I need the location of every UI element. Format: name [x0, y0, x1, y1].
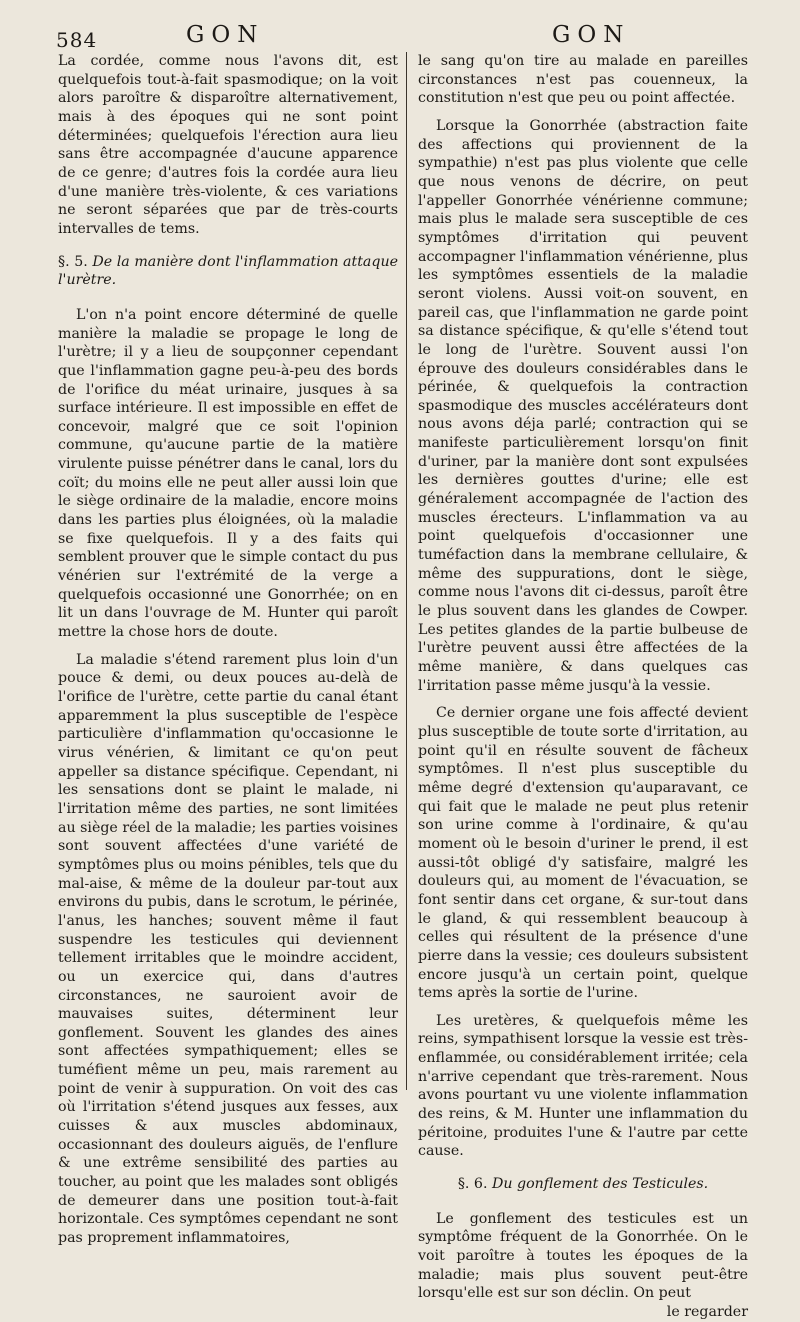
paragraph: Ce dernier organe une fois affecté devient plus susceptible de toute sorte d'irritation, au point qu'il en résulte souvent de fâcheux symptômes. Il n'est plus susceptible du même degré d'extension qu'auparavant, ce qui fait que le malade ne peut plus retenir son urine comme à l'ordinaire, & qu'au moment où le besoin d'uriner le prend, il est aussi-tôt obligé d'y satisfaire, malgré les douleurs qui, au moment de l'évacuation, se font sentir dans cet organe, & sur-tout dans le gland, & qui ressemblent beaucoup à celles qui résultent de la présence d'une pierre dans la vessie; ces douleurs subsistent encore jusqu'à un certain point, quelque tems après la sortie de l'urine.: [418, 705, 748, 1002]
right-column: [418, 52, 748, 1322]
paragraph: le sang qu'on tire au malade en pareilles circonstances n'est pas couenneux, la constitution n'est que peu ou point affectée.: [418, 53, 748, 107]
paragraph: Lorsque la Gonorrhée (abstraction faite des affections qui proviennent de la sympathie) n'est pas plus violente que celle que nous venons de décrire, on peut l'appeller Gonorrhée vénérienne commune; mais plus le malade sera susceptible de ces symptômes d'irritation qui peuvent accompagner l'inflammation vénérienne, plus les symptômes essentiels de la maladie seront violens. Aussi voit-on souvent, en pareil cas, que l'inflammation ne garde point sa distance spécifique, & qu'elle s'étend tout le long de l'urètre. Souvent aussi l'on éprouve des douleurs considérables dans le périnée, & quelquefois la contraction spasmodique des muscles accélérateurs dont nous avons déja parlé; contraction qui se manifeste particulièrement lorsqu'on finit d'uriner, par la manière dont sont expulsées les dernières gouttes d'urine; elle est généralement accompagnée de l'action des muscles érecteurs. L'inflammation va au point quelquefois d'occasionner une tuméfaction dans la membrane cellulaire, & même des suppurations, dont le siège, comme nous l'avons dit ci-dessus, paroît être le plus souvent dans les glandes de Cowper. Les petites glandes de la partie bulbeuse de l'urètre peuvent aussi être affectées de la même manière, & dans quelques cas l'irritation passe même jusqu'à la vessie.: [418, 117, 748, 694]
section-number: §. 5.: [58, 253, 88, 270]
section-title: Du gonflement des Testicules.: [491, 1176, 709, 1193]
section-title: De la manière dont l'inflammation attaque l'urètre.: [58, 253, 398, 289]
running-head-right: GON: [552, 22, 631, 48]
paragraph: Les uretères, & quelquefois même les reins, sympathisent lorsque la vessie est très-enflammée, ou considérablement irritée; cela n'arrive cependant que très-rarement. Nous avons pourtant vu une violente inflammation des reins, & M. Hunter une inflammation du péritoine, produites l'une & l'autre par cette cause.: [418, 1012, 748, 1160]
paragraph: La maladie s'étend rarement plus loin d'un pouce & demi, ou deux pouces au-delà de l'orifice de l'urètre, cette partie du canal étant apparemment la plus susceptible de l'espèce particulière d'inflammation qu'occasionne le virus vénérien, & limitant ce qu'on peut appeller sa distance spécifique. Cependant, ni les sensations dont se plaint le malade, ni l'irritation même des parties, ne sont limitées au siège réel de la maladie; les parties voisines sont souvent affectées d'une variété de symptômes plus ou moins pénibles, tels que du mal-aise, & même de la douleur par-tout aux environs du pubis, dans le scrotum, le périnée, l'anus, les hanches; souvent même il faut suspendre les testicules qui deviennent tellement irritables que le moindre accident, ou un exercice qui, dans d'autres circonstances, ne sauroient avoir de mauvaises suites, déterminent leur gonflement. Souvent les glandes des aines sont affectées sympathiquement; elles se tuméfient même un peu, mais rarement au point de venir à suppuration. On voit des cas où l'irritation s'étend jusques aux fesses, aux cuisses & aux muscles abdominaux, occasionnant des douleurs aiguës, de l'enflure & une extrême sensibilité des parties au toucher, au point que les malades sont obligés de demeurer dans une position tout-à-fait horizontale. Ces symptômes cependant ne sont pas proprement inflammatoires,: [58, 651, 398, 1247]
left-column: [58, 52, 398, 1248]
running-head-left: GON: [186, 22, 265, 48]
column-divider: [406, 52, 407, 1090]
section-number: §. 6.: [457, 1176, 488, 1193]
paragraph: Le gonflement des testicules est un symptôme fréquent de la Gonorrhée. On le voit paroître à toutes les époques de la maladie; mais plus souvent peut-être lorsqu'elle est sur son déclin. On peut: [418, 1210, 748, 1302]
paragraph: La cordée, comme nous l'avons dit, est quelquefois tout-à-fait spasmodique; on la voit alors paroître & disparoître alternativement, mais à des époques qui ne sont point déterminées; quelquefois l'érection aura lieu sans être accompagnée d'aucune apparence de ce genre; d'autres fois la cordée aura lieu d'une manière très-violente, & ces variations ne seront séparées que par de très-courts intervalles de tems.: [58, 53, 398, 237]
section-heading: [58, 253, 398, 290]
paragraph: L'on n'a point encore déterminé de quelle manière la maladie se propage le long de l'urètre; il y a lieu de soupçonner cependant que l'inflammation gagne peu-à-peu des bords de l'orifice du méat urinaire, jusques à sa surface intérieure. Il est impossible en effet de concevoir, malgré que ce soit l'opinion commune, qu'aucune partie de la matière virulente puisse pénétrer dans le canal, lors du coït; du moins elle ne peut aller aussi loin que le siège ordinaire de la maladie, encore moins dans les parties plus éloignées, où la maladie se fixe quelquefois. Il y a des faits qui semblent prouver que le simple contact du pus vénérien sur l'extrémité de la verge a quelquefois occasionné une Gonorrhée; on en lit un dans l'ouvrage de M. Hunter qui paroît mettre la chose hors de doute.: [58, 306, 398, 641]
section-heading: [418, 1175, 748, 1194]
catchword: le regarder: [666, 1304, 748, 1320]
page-number: 584: [56, 28, 98, 52]
